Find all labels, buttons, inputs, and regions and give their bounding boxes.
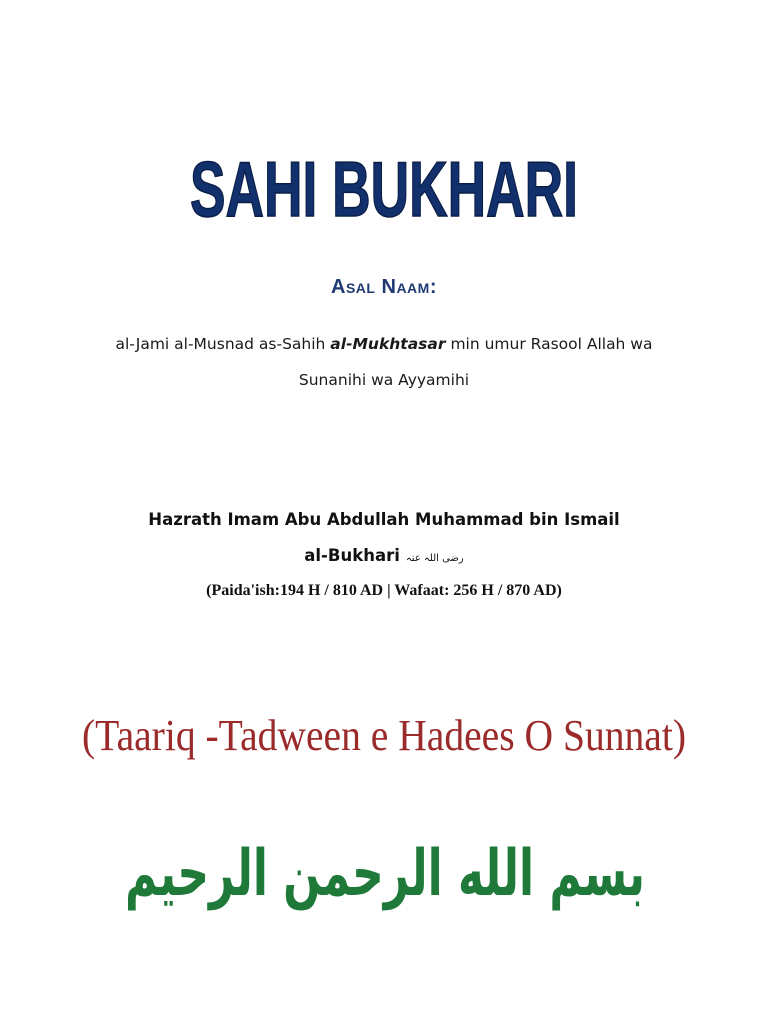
subtitle [0,700,768,770]
author-honorific: رضی اللہ عنہ [405,553,464,564]
subtitle-text: (Taariq -Tadween e Hadees O Sunnat) [82,711,686,760]
bismillah-text: بسم الله الرحمن الرحيم [125,837,645,911]
full-name-part1: al-Jami al-Musnad as-Sahih [115,335,331,353]
author-name [60,502,708,577]
author-line-2-wrap [60,538,708,577]
author-line-2: al-Bukhari [304,546,400,565]
document-title [0,142,768,232]
document-title-text: SAHI BUKHARI [190,145,578,232]
full-name-emphasis: al-Mukhtasar [330,335,446,353]
author-line-1: Hazrath Imam Abu Abdullah Muhammad bin Ismail [148,510,620,529]
asal-naam-label: Asal Naam: [331,276,437,298]
book-full-name [84,326,684,398]
full-name-part2: min umur Rasool Allah wa Sunanihi wa Ayyamihi [298,335,653,389]
life-dates: (Paida'ish:194 H / 810 AD | Wafaat: 256 H / 870 AD) [206,582,562,599]
bismillah-calligraphy [110,790,660,930]
